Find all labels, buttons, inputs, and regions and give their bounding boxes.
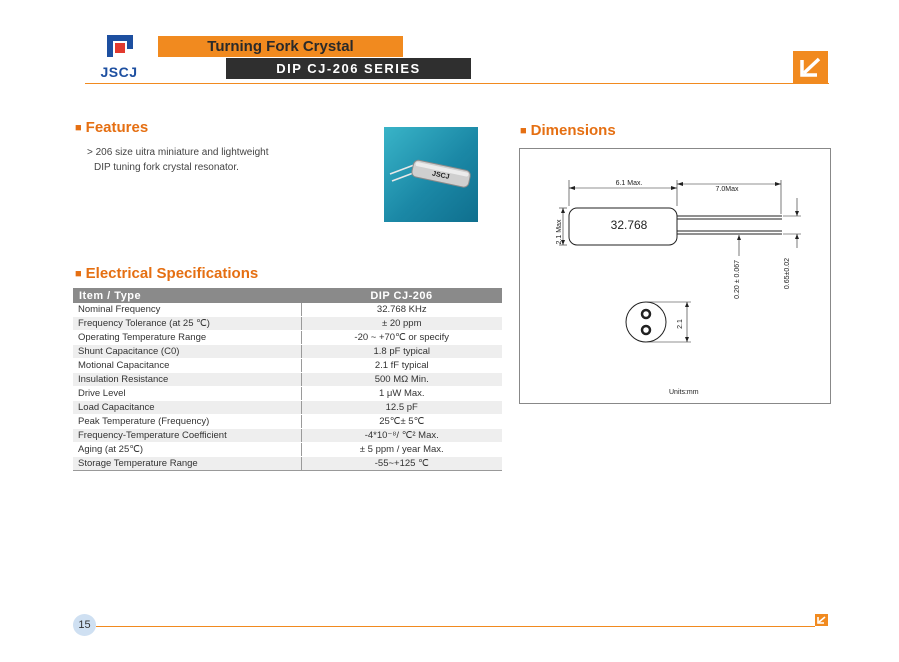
table-row: [73, 317, 502, 331]
spec-value: 2.1 fF typical: [301, 359, 502, 373]
col-header-type: DIP CJ-206: [301, 288, 502, 303]
page-number: 15: [73, 614, 96, 636]
table-row: [73, 457, 502, 471]
spec-value: -4*10⁻⁸/ ℃² Max.: [301, 429, 502, 443]
units-label: Units:mm: [669, 389, 699, 396]
product-photo: [384, 127, 478, 222]
logo-text: JSCJ: [100, 64, 138, 80]
spec-item: Shunt Capacitance (C0): [73, 345, 301, 359]
spec-value: 12.5 pF: [301, 401, 502, 415]
body-length-label: 6.1 Max.: [615, 180, 643, 187]
table-row: [73, 415, 502, 429]
electrical-bullet: ■: [75, 268, 82, 280]
spec-item: Insulation Resistance: [73, 373, 301, 387]
footer-divider: [96, 626, 815, 627]
table-row: [73, 303, 502, 317]
spec-value: 25℃± 5℃: [301, 415, 502, 429]
table-row: [73, 345, 502, 359]
series-title: DIP CJ-206 SERIES: [226, 58, 471, 79]
features-line-1: > 206 size uitra miniature and lightweight: [87, 147, 269, 158]
spec-table-header: [73, 288, 502, 303]
dimensions-bullet: ■: [520, 125, 527, 137]
spec-value: 1.8 pF typical: [301, 345, 502, 359]
spec-value: 32.768 KHz: [301, 303, 502, 317]
end-diameter-label: 2.1: [677, 319, 684, 329]
header-divider: [85, 83, 829, 84]
spec-value: 500 MΩ Min.: [301, 373, 502, 387]
col-header-item: Item / Type: [73, 288, 301, 303]
spec-item: Storage Temperature Range: [73, 457, 301, 471]
photo-can-label: JSCJ: [431, 170, 450, 181]
lead-diameter-label: 0.20 ± 0.067: [734, 260, 741, 299]
end-view-outline: [626, 302, 666, 342]
table-row: [73, 401, 502, 415]
crystal-body-label: 32.768: [610, 218, 648, 233]
dimensions-heading-text: Dimensions: [530, 122, 616, 139]
spec-value: ± 20 ppm: [301, 317, 502, 331]
spec-value: 1 μW Max.: [301, 387, 502, 401]
lead-pitch-label: 0.65±0.02: [784, 258, 791, 290]
table-row: [73, 443, 502, 457]
electrical-heading: [75, 265, 258, 282]
electrical-heading-text: Electrical Specifications: [85, 265, 259, 282]
spec-item: Aging (at 25℃): [73, 443, 301, 457]
spec-table: [73, 288, 502, 471]
features-line-2: DIP tuning fork crystal resonator.: [94, 162, 239, 173]
features-heading-text: Features: [85, 119, 149, 136]
spec-item: Frequency Tolerance (at 25 ℃): [73, 317, 301, 331]
spec-item: Motional Capacitance: [73, 359, 301, 373]
table-row: [73, 373, 502, 387]
features-bullet: ■: [75, 122, 82, 134]
spec-value: -55~+125 ℃: [301, 457, 502, 471]
end-view-pin: [642, 310, 650, 318]
table-row: [73, 331, 502, 345]
spec-value: -20 ~ +70℃ or specify: [301, 331, 502, 345]
product-title: Turning Fork Crystal: [158, 36, 403, 57]
corner-arrow-icon: [793, 51, 828, 84]
footer-arrow-icon: [815, 614, 828, 626]
table-row: [73, 387, 502, 401]
features-text: [87, 145, 327, 175]
dimensions-drawing: [519, 148, 831, 404]
end-view-pin: [642, 326, 650, 334]
spec-item: Peak Temperature (Frequency): [73, 415, 301, 429]
spec-item: Load Capacitance: [73, 401, 301, 415]
photo-lead: [390, 165, 414, 174]
spec-item: Drive Level: [73, 387, 301, 401]
table-row: [73, 429, 502, 443]
table-row: [73, 359, 502, 373]
features-heading: [75, 119, 148, 136]
height-label: 2.1 Max: [556, 219, 563, 245]
lead-length-label: 7.0Max: [715, 186, 739, 193]
spec-item: Frequency-Temperature Coefficient: [73, 429, 301, 443]
spec-item: Nominal Frequency: [73, 303, 301, 317]
dimensions-heading: [520, 122, 616, 139]
spec-item: Operating Temperature Range: [73, 331, 301, 345]
spec-value: ± 5 ppm / year Max.: [301, 443, 502, 457]
